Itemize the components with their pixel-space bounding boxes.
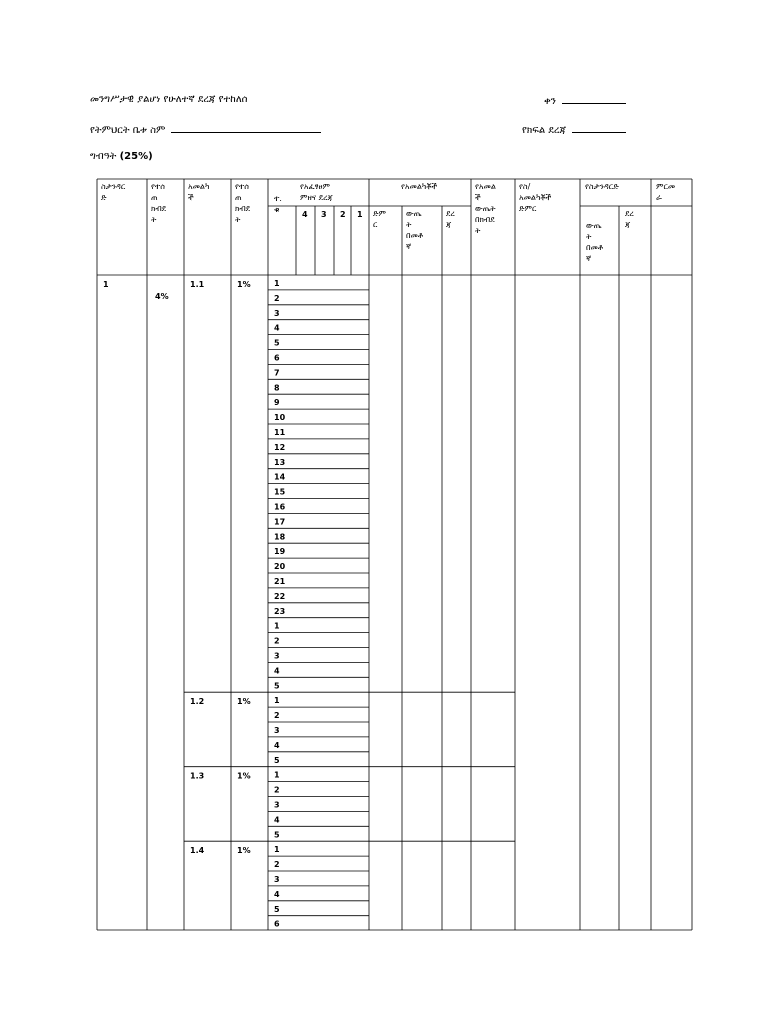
item-number: 1 [274, 770, 280, 780]
item-number: 4 [274, 323, 280, 333]
item-number: 2 [274, 860, 280, 870]
item-number: 13 [274, 457, 286, 467]
header-indicator: ች [188, 193, 194, 202]
item-number: 1 [274, 621, 280, 631]
indicator-weight: 1% [237, 771, 251, 781]
indicator-code: 1.4 [190, 846, 205, 856]
header-standard-rank: ጃ [625, 220, 631, 229]
item-number: 5 [274, 681, 280, 691]
item-number: 15 [274, 487, 286, 497]
item-number: 22 [274, 591, 286, 601]
indicator-code: 1.1 [190, 280, 205, 289]
item-number: 17 [274, 517, 286, 527]
item-number: 2 [274, 293, 280, 303]
header-indicator-sum: ር [373, 220, 378, 229]
item-number: 6 [274, 919, 280, 929]
item-number: 6 [274, 353, 280, 363]
header-indicator-weighted: በክብደ [475, 215, 495, 224]
item-number: 8 [274, 383, 280, 393]
header-standard-indicators-total: አመልካቾች [519, 193, 552, 202]
item-number: 14 [274, 472, 286, 482]
indicator-weight: 1% [237, 280, 251, 289]
header-weight: ት [235, 215, 241, 224]
header-weight: ክብደ [235, 204, 251, 213]
item-number: 5 [274, 338, 280, 348]
item-number: 20 [274, 562, 286, 572]
header-performance-level: የአፈፃፀም [300, 182, 330, 191]
item-number: 4 [274, 889, 280, 899]
header-standard-rank: ደረ [625, 209, 634, 218]
item-number: 3 [274, 875, 280, 884]
item-number: 4 [274, 815, 280, 825]
header-standard: ድ [101, 193, 107, 202]
item-number: 4 [274, 666, 280, 676]
header-standard-result: ት [586, 232, 592, 241]
item-number: 19 [274, 547, 286, 557]
standard-number: 1 [103, 280, 109, 289]
header-standard-indicators-total: ድምር [519, 204, 537, 213]
header-level-2: 2 [340, 210, 346, 219]
indicator-code: 1.2 [190, 697, 205, 707]
header-weight: ጠ [151, 193, 158, 202]
item-number: 18 [274, 532, 286, 542]
header-weight: የተሰ [235, 182, 249, 191]
item-number: 23 [274, 606, 286, 616]
header-indicator-rank: ጃ [446, 220, 452, 229]
item-number: 2 [274, 636, 280, 646]
header-standard-result: ኛ [586, 254, 592, 263]
header-indicator-sum: ድም [373, 209, 387, 218]
header-weight: ት [151, 215, 157, 224]
item-number: 3 [274, 308, 280, 318]
header-indicator-weighted: ች [475, 193, 481, 202]
header-indicator-result: ኛ [406, 242, 412, 251]
item-number: 10 [274, 413, 286, 423]
header-weight: ክብደ [151, 204, 167, 213]
header-remarks: ምርመ [656, 182, 676, 191]
header-indicator-weighted: ት [475, 226, 481, 235]
item-number: 11 [274, 428, 286, 437]
header-indicator-result: ውጤ [406, 209, 422, 218]
header-standard-group: የስታንዳርድ [585, 182, 619, 191]
item-number: 1 [274, 279, 280, 288]
date-label: ቀን [544, 96, 556, 107]
item-number: 16 [274, 502, 286, 512]
header-standard-result: በመቶ [586, 243, 604, 252]
header-indicator-weighted: የአመል [475, 182, 496, 191]
standard-weight: 4% [155, 292, 169, 301]
item-number: 9 [274, 398, 280, 408]
school-name-label: የትምህርት ቤቱ ስም [90, 125, 166, 136]
header-remarks: ራ [656, 193, 662, 202]
header-number: ቁ [274, 205, 280, 214]
item-number: 5 [274, 904, 280, 914]
indicator-weight: 1% [237, 846, 251, 856]
header-level-4: 4 [302, 210, 308, 219]
header-performance-level: ምዘና ደረጃ [300, 193, 333, 202]
header-indicator-result: ት [406, 220, 412, 229]
header-number: ተ. [274, 194, 282, 203]
header-indicators-group: የአመልካቾች [401, 182, 438, 191]
input-heading: ግብዓት (25%) [90, 151, 153, 162]
item-number: 7 [274, 368, 280, 378]
item-number: 12 [274, 442, 286, 452]
header-level-3: 3 [321, 210, 327, 219]
header-indicator: አመልካ [188, 182, 210, 191]
item-number: 21 [274, 577, 286, 586]
item-number: 4 [274, 740, 280, 750]
header-standard-result: ውጤ [586, 221, 602, 230]
item-number: 1 [274, 845, 280, 855]
header-standard-indicators-total: የስ/ [519, 182, 531, 191]
form-title: መንግሥታዊ ያልሆነ የሁለተኛ ደረጃ የተከለሰ [90, 94, 248, 105]
item-number: 3 [274, 800, 280, 810]
indicator-code: 1.3 [190, 771, 205, 781]
item-number: 2 [274, 785, 280, 795]
header-weight: የተሰ [151, 182, 165, 191]
indicator-weight: 1% [237, 697, 251, 707]
item-number: 3 [274, 726, 280, 735]
header-standard: ስታንዳር [101, 182, 126, 191]
item-number: 1 [274, 696, 280, 706]
header-level-1: 1 [357, 210, 363, 219]
header-indicator-rank: ደረ [446, 209, 455, 218]
header-indicator-weighted: ውጤት [475, 204, 496, 213]
item-number: 2 [274, 711, 280, 721]
item-number: 5 [274, 830, 280, 840]
item-number: 3 [274, 651, 280, 661]
header-weight: ጠ [235, 193, 242, 202]
grade-level-label: የክፍል ደረጃ [522, 125, 567, 136]
header-indicator-result: በመቶ [406, 231, 424, 240]
item-number: 5 [274, 755, 280, 765]
